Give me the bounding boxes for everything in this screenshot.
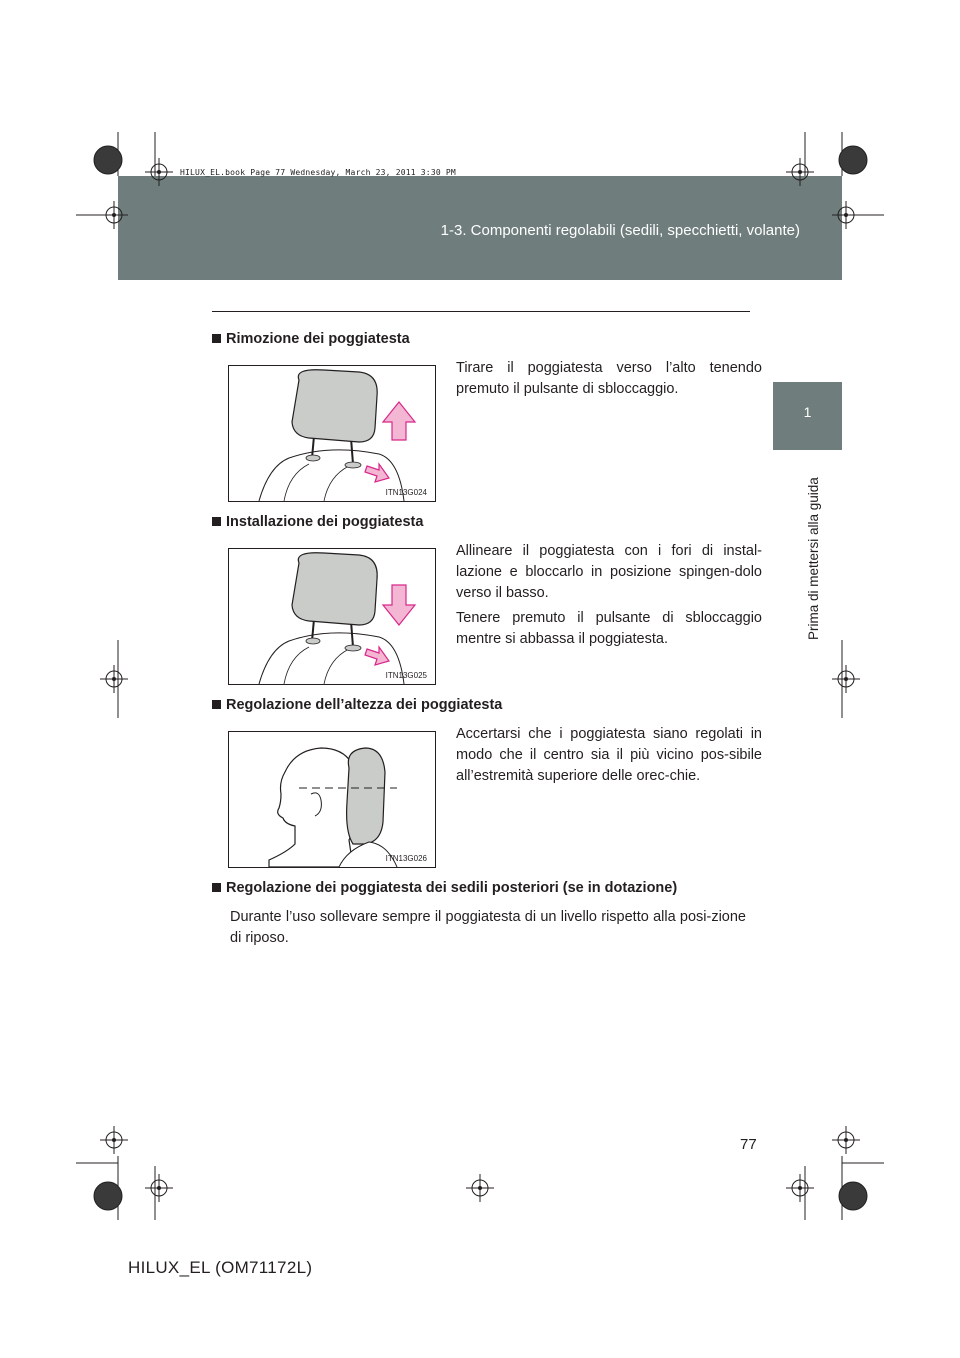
header-section-title: 1-3. Componenti regolabili (sedili, specchietti, volante) (440, 222, 800, 239)
figure-code: ITN13G024 (385, 488, 427, 497)
section-paragraph: Allineare il poggiatesta con i fori di instal-lazione e bloccarlo in posizione spingen-dolo verso il basso. (456, 543, 762, 601)
section-paragraph: Tirare il poggiatesta verso l’alto tenendo premuto il pulsante di sbloccaggio. (456, 360, 762, 397)
chapter-number: 1 (803, 404, 812, 420)
book-stamp: HILUX_EL.book Page 77 Wednesday, March 23, 2011 3:30 PM (180, 168, 456, 177)
section-paragraph: Accertarsi che i poggiatesta siano regolati in modo che il centro sia il più vicino pos-sibile all’estremità superiore delle orec-chie. (456, 726, 762, 784)
section-paragraph: Durante l’uso sollevare sempre il poggiatesta di un livello rispetto alla posi-zione di riposo. (230, 909, 746, 946)
section-title-rear: Regolazione dei poggiatesta dei sedili posteriori (se in dotazione) (212, 880, 677, 896)
figure-code: ITN13G026 (385, 854, 427, 863)
page-number: 77 (740, 1136, 757, 1153)
section-title-installation: Installazione dei poggiatesta (212, 514, 423, 530)
section-title-height: Regolazione dell’altezza dei poggiatesta (212, 697, 502, 713)
section-paragraph: Tenere premuto il pulsante di sbloccaggio mentre si abbassa il poggiatesta. (456, 610, 762, 647)
figure-code: ITN13G025 (385, 671, 427, 680)
manual-code: HILUX_EL (OM71172L) (128, 1258, 313, 1277)
chapter-label: Prima di mettersi alla guida (806, 477, 821, 640)
section-title-removal: Rimozione dei poggiatesta (212, 331, 410, 347)
